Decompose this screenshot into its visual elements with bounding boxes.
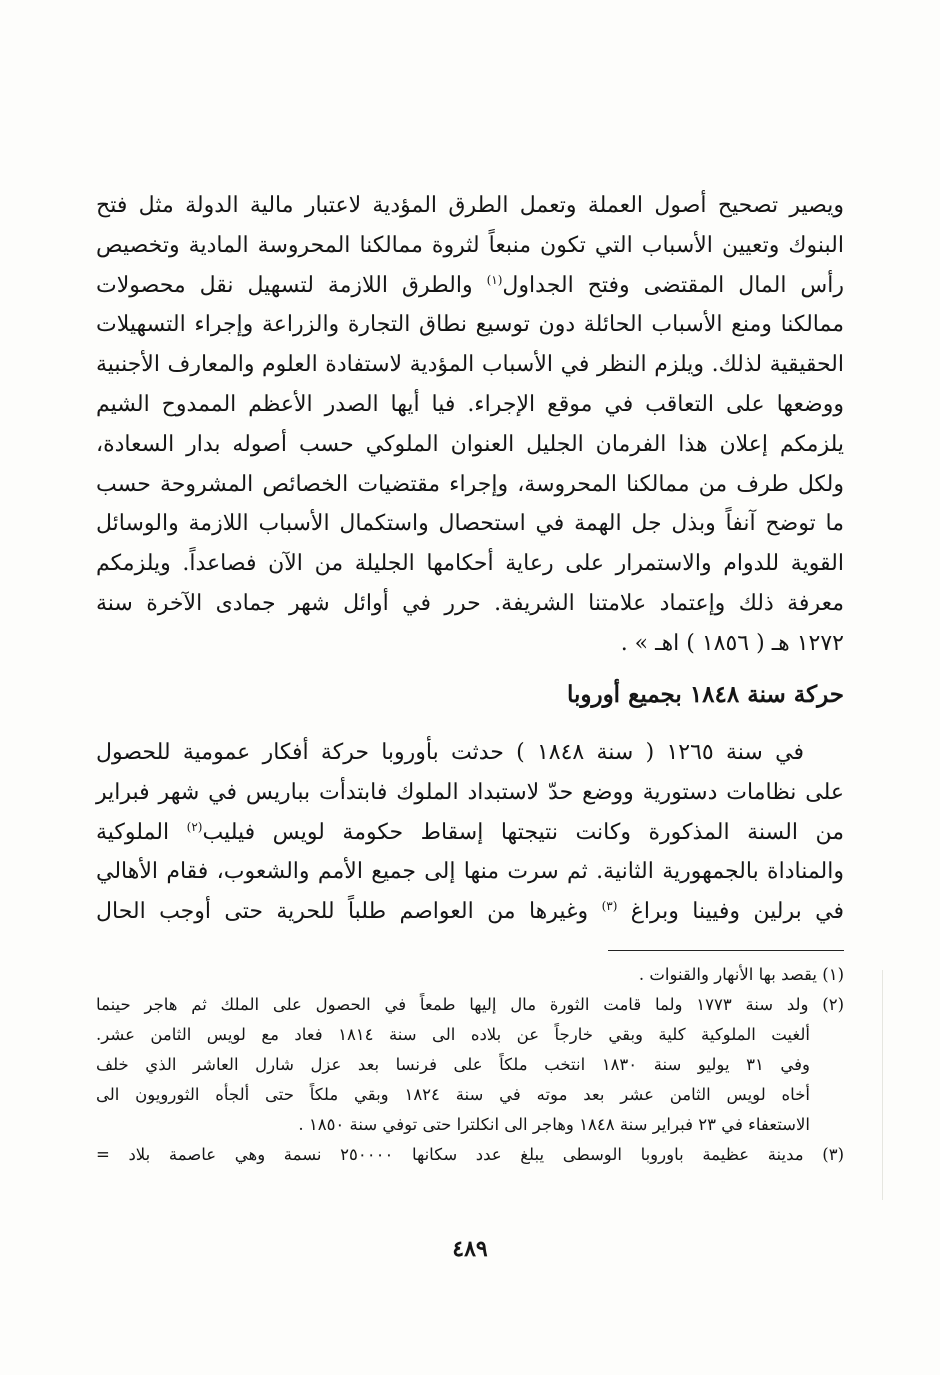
text-line: في سنة ١٢٦٥ ( سنة ١٨٤٨ ) حدثت بأوروبا حركة أفكار عمومية للحصول [96, 740, 804, 765]
footnote: (١) يقصد بها الأنهار والقنوات . [638, 965, 844, 984]
text-line: على نظامات دستورية ووضع حدّ لاستبداد الملوك فابتدأت بباريس في شهر فبراير [96, 779, 844, 805]
text-line: في برلين وفيينا وبراغ $^{(٣)}$ وغيرها من العواصم طلباً للحرية حتى أوجب الحال [96, 899, 844, 925]
text-line: ممالكنا ومنع الأسباب الحائلة دون توسيع نطاق التجارة والزراعة وإجراء التسهيلات [96, 312, 844, 338]
footnote: الاستعفاء في ٢٣ فبراير سنة ١٨٤٨ وهاجر الى انكلترا حتى توفي سنة ١٨٥٠ . [298, 1115, 810, 1134]
scan-gutter-shadow [882, 970, 883, 1200]
text-line: رأس المال المقتضى وفتح الجداول$^{(١)}$ والطرق اللازمة لتسهيل نقل محصولات [96, 272, 844, 298]
footnotes [96, 960, 844, 1170]
footnote-marker: (٢) [186, 819, 203, 834]
section-paragraph [96, 733, 844, 932]
text-line: القوية للدوام والاستمرار على رعاية أحكامها الجليلة من الآن فصاعداً. ويلزمكم [96, 551, 844, 577]
text-line: ولكل طرف من ممالكنا المحروسة، وإجراء مقتضيات الخصائص المشروحة حسب [96, 471, 844, 497]
footnote: أخاه لويس الثامن عشر بعد موته في سنة ١٨٢٤ وبقي ملكاً حتى ألجأه الثورويون الى [96, 1085, 810, 1104]
page-number: ٤٨٩ [452, 1236, 488, 1262]
footnote: ألغيت الملوكية كلية وبقي خارجاً عن بلاده الى سنة ١٨١٤ فعاد مع لويس الثامن عشر. [96, 1025, 810, 1044]
footnote-marker: (١) [486, 272, 503, 287]
text-line: معرفة ذلك وإعتماد علامتنا الشريفة. حرر في أوائل شهر جمادى الآخرة سنة [96, 590, 844, 616]
footnote-separator [608, 950, 844, 951]
text-line: الحقيقية لذلك. ويلزم النظر في الأسباب المؤدية لاستفادة العلوم والمعارف الأجنبية [96, 352, 844, 378]
main-paragraph [96, 186, 844, 664]
text-line: يلزمكم إعلان هذا الفرمان الجليل العنوان الملوكي حسب أصوله بدار السعادة، [96, 431, 844, 457]
text-line: البنوك وتعيين الأسباب التي تكون منبعاً لثروة ممالكنا المحروسة المادية وتخصيص [96, 232, 844, 258]
footnote: (٢) ولد سنة ١٧٧٣ ولما قامت الثورة مال إليها طمعاً في الحصول على الملك ثم هاجر حينما [96, 995, 845, 1014]
text-line: والمناداة بالجمهورية الثانية. ثم سرت منها إلى جميع الأمم والشعوب، فقام الأهالي [96, 859, 844, 885]
text-line: ويصير تصحيح أصول العملة وتعمل الطرق المؤدية لاعتبار مالية الدولة مثل فتح [96, 193, 844, 218]
section-heading: حركة سنة ١٨٤٨ بجميع أوروبا [566, 681, 844, 708]
footnote-marker: (٣) [601, 899, 618, 914]
text-line: ١٢٧٢ هـ ( ١٨٥٦ ) اهـ » . [620, 630, 844, 656]
text-line: ما توضح آنفاً وبذل جل الهمة في استحصال واستكمال الأسباب اللازمة والوسائل [96, 511, 844, 537]
footnote: وفي ٣١ يوليو سنة ١٨٣٠ انتخب ملكاً على فرنسا بعد عزل شارل العاشر الذي خلف [96, 1055, 810, 1074]
text-line: ووضعها على التعاقب في موقع الإجراء. فيا أيها الصدر الأعظم الممدوح الشيم [96, 391, 844, 417]
text-line: من السنة المذكورة وكانت نتيجتها إسقاط حكومة لويس فيليب$^{(٢)}$ الملوكية [96, 819, 845, 845]
footnote: (٣) مدينة عظيمة باوروبا الوسطى يبلغ عدد سكانها ٢٥٠٠٠٠ نسمة وهي عاصمة بلاد = [96, 1145, 844, 1164]
